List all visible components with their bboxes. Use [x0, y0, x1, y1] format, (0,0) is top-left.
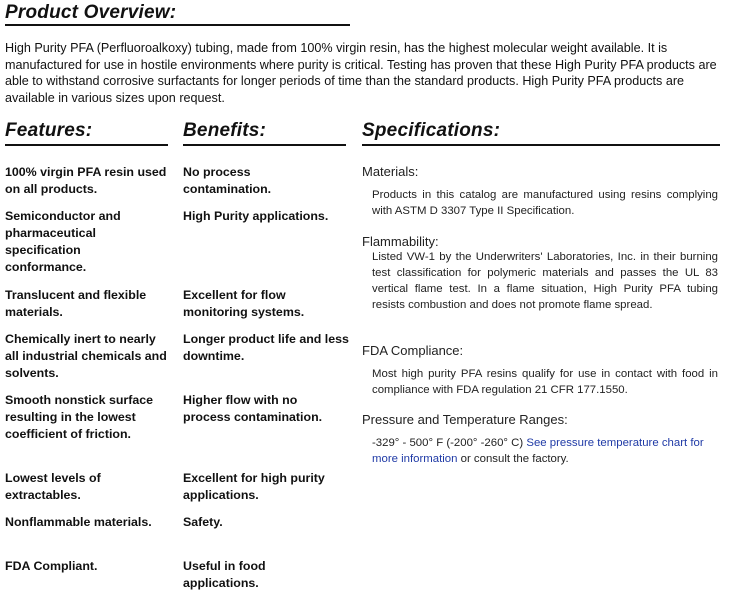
- spec-fda-label: FDA Compliance:: [362, 343, 464, 358]
- feature-item: Chemically inert to nearly all industrial chemicals and solvents.: [5, 332, 167, 380]
- benefit-item: Excellent for flow monitoring systems.: [183, 288, 305, 319]
- specifications-heading-underline: [362, 144, 720, 146]
- features-heading: Features:: [5, 120, 93, 141]
- spec-pressure-label: Pressure and Temperature Ranges:: [362, 412, 568, 427]
- benefit-item: No process contamination.: [183, 165, 272, 196]
- feature-item: Translucent and flexible materials.: [5, 288, 147, 319]
- specifications-heading: Specifications:: [362, 120, 501, 141]
- spec-flammability-text: Listed VW-1 by the Underwriters' Laboratories, Inc. in their burning test classification for polymeric materials and passes the UL 83 vertical flame test. In a flame situation, High Purity PFA tubing resists combustion and does not promote flame spread.: [372, 251, 718, 311]
- feature-item: FDA Compliant.: [5, 559, 98, 573]
- feature-item: Lowest levels of extractables.: [5, 471, 101, 502]
- spec-flammability-label: Flammability:: [362, 234, 439, 249]
- pressure-range: -329° - 500° F (-200° -260° C): [372, 437, 524, 449]
- feature-item: Smooth nonstick surface resulting in the lowest coefficient of friction.: [5, 393, 154, 441]
- spec-pressure-text: [372, 435, 718, 467]
- spec-fda-text: Most high purity PFA resins qualify for use in contact with food in compliance with FDA regulation 21 CFR 177.1550.: [372, 368, 718, 396]
- feature-item: 100% virgin PFA resin used on all products.: [5, 165, 167, 196]
- benefits-heading-underline: [183, 144, 346, 146]
- overview-heading: Product Overview:: [5, 2, 177, 23]
- benefits-heading: Benefits:: [183, 120, 267, 141]
- pressure-chart-link[interactable]: See pressure temperature chart for more information: [372, 437, 704, 465]
- pressure-tail: or consult the factory.: [460, 453, 569, 465]
- benefit-item: High Purity applications.: [183, 209, 329, 223]
- spec-materials-text: Products in this catalog are manufactured using resins complying with ASTM D 3307 Type II Specification.: [372, 189, 718, 217]
- features-heading-underline: [5, 144, 168, 146]
- spec-materials-label: Materials:: [362, 164, 419, 179]
- feature-item: Nonflammable materials.: [5, 515, 152, 529]
- benefit-item: Higher flow with no process contamination.: [183, 393, 323, 424]
- benefit-item: Excellent for high purity applications.: [183, 471, 325, 502]
- benefit-item: Longer product life and less downtime.: [183, 332, 349, 363]
- feature-item: Semiconductor and pharmaceutical specification conformance.: [5, 209, 121, 274]
- overview-heading-underline: [5, 24, 350, 26]
- overview-text: High Purity PFA (Perfluoroalkoxy) tubing, made from 100% virgin resin, has the highest molecular weight available. It is manufactured for use in hostile environments where purity is critical. Testing has proven that these High Purity PFA products are able to withstand corrosive surfactants for longer periods of time than the standard products. High Purity PFA products are available in various sizes upon request.: [5, 41, 717, 105]
- benefit-item: Useful in food applications.: [183, 559, 266, 590]
- benefit-item: Safety.: [183, 515, 223, 529]
